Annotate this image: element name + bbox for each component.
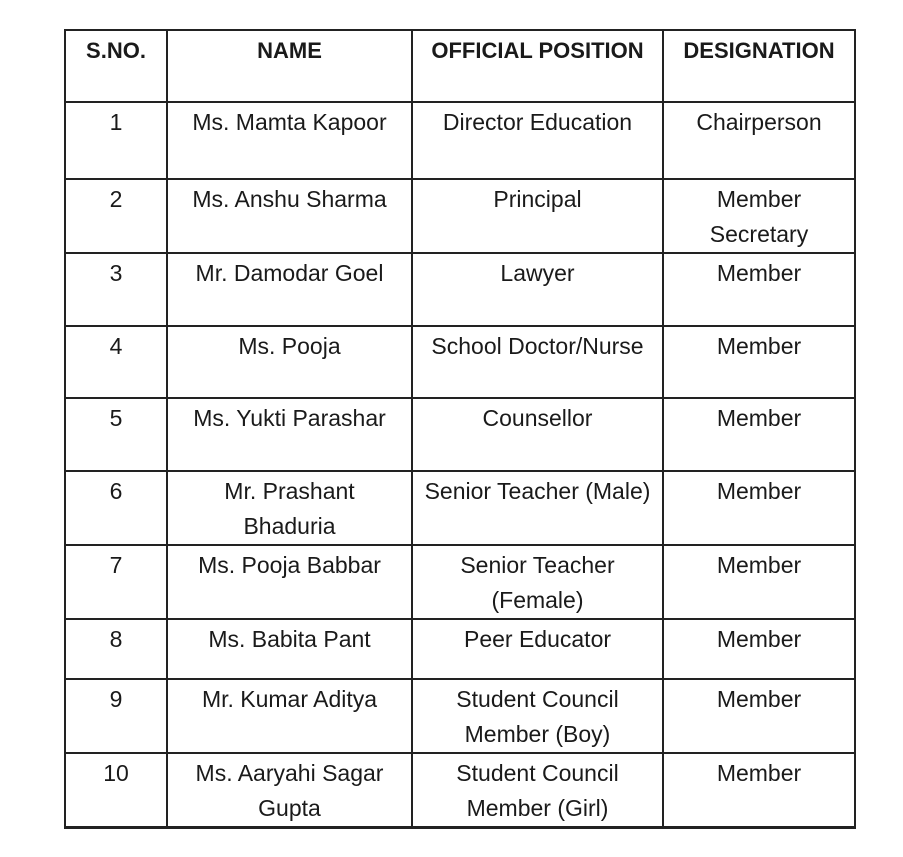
cell-sno: 6 — [65, 471, 167, 545]
cell-designation: Member — [663, 326, 855, 398]
committee-table — [64, 29, 856, 829]
cell-official-position: Director Education — [412, 102, 663, 179]
cell-name: Ms. Pooja — [167, 326, 412, 398]
cell-official-position: Student Council Member (Girl) — [412, 753, 663, 828]
cell-sno: 9 — [65, 679, 167, 753]
cell-name: Ms. Babita Pant — [167, 619, 412, 679]
table-row — [65, 326, 855, 398]
cell-designation: Member — [663, 253, 855, 326]
cell-sno: 5 — [65, 398, 167, 471]
cell-official-position: School Doctor/Nurse — [412, 326, 663, 398]
cell-name: Mr. Damodar Goel — [167, 253, 412, 326]
cell-name: Ms. Anshu Sharma — [167, 179, 412, 253]
cell-designation: Member — [663, 545, 855, 619]
table-row — [65, 253, 855, 326]
table-row — [65, 753, 855, 828]
cell-designation: Member — [663, 679, 855, 753]
cell-official-position: Senior Teacher (Female) — [412, 545, 663, 619]
cell-official-position: Lawyer — [412, 253, 663, 326]
cell-sno: 1 — [65, 102, 167, 179]
cell-official-position: Principal — [412, 179, 663, 253]
header-name: NAME — [167, 30, 412, 102]
table-row — [65, 545, 855, 619]
cell-sno: 7 — [65, 545, 167, 619]
cell-name: Mr. Prashant Bhaduria — [167, 471, 412, 545]
cell-designation: Chairperson — [663, 102, 855, 179]
table-row — [65, 679, 855, 753]
cell-name: Mr. Kumar Aditya — [167, 679, 412, 753]
cell-official-position: Counsellor — [412, 398, 663, 471]
cell-name: Ms. Yukti Parashar — [167, 398, 412, 471]
table-row — [65, 102, 855, 179]
cell-designation: Member — [663, 753, 855, 828]
header-sno: S.NO. — [65, 30, 167, 102]
table-row — [65, 179, 855, 253]
table-row — [65, 619, 855, 679]
table-row — [65, 398, 855, 471]
cell-designation: Member — [663, 471, 855, 545]
cell-name: Ms. Pooja Babbar — [167, 545, 412, 619]
header-designation: DESIGNATION — [663, 30, 855, 102]
cell-sno: 4 — [65, 326, 167, 398]
cell-designation: Member — [663, 398, 855, 471]
cell-official-position: Student Council Member (Boy) — [412, 679, 663, 753]
cell-sno: 8 — [65, 619, 167, 679]
cell-designation: Member — [663, 619, 855, 679]
cell-name: Ms. Mamta Kapoor — [167, 102, 412, 179]
table-row — [65, 471, 855, 545]
cell-sno: 10 — [65, 753, 167, 828]
header-official-position: OFFICIAL POSITION — [412, 30, 663, 102]
header-row — [65, 30, 855, 102]
cell-official-position: Senior Teacher (Male) — [412, 471, 663, 545]
cell-official-position: Peer Educator — [412, 619, 663, 679]
cell-designation: Member Secretary — [663, 179, 855, 253]
cell-sno: 3 — [65, 253, 167, 326]
cell-name: Ms. Aaryahi Sagar Gupta — [167, 753, 412, 828]
cell-sno: 2 — [65, 179, 167, 253]
